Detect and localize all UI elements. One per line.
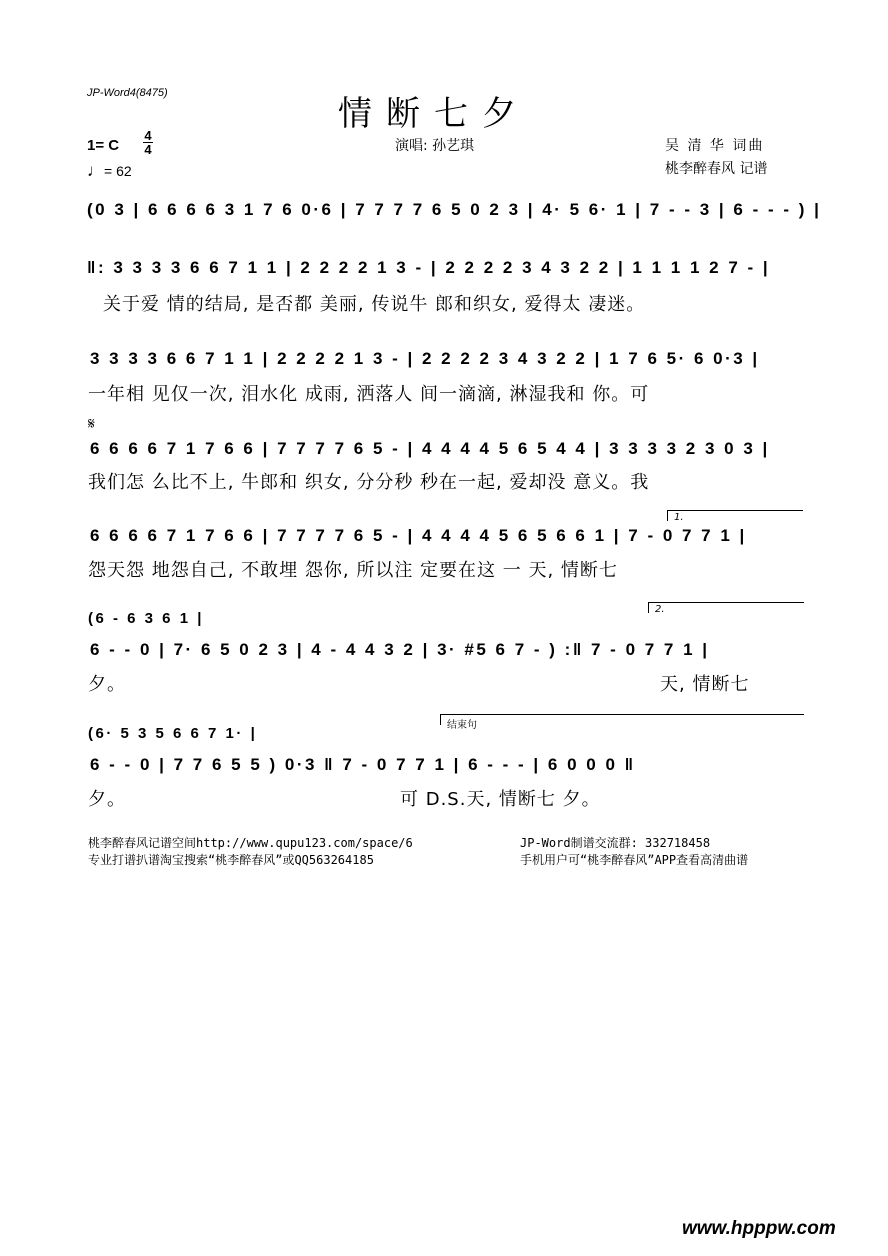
lyrics-line-6-left: 夕。 <box>88 789 126 810</box>
lyrics-line-1: 关于爱 情的结局, 是否都 美丽, 传说牛 郎和织女, 爱得太 凄迷。 <box>103 294 646 315</box>
transcriber-credit: 桃李醉春风 记谱 <box>665 161 768 177</box>
volta-bracket-1 <box>667 510 803 521</box>
volta-label-2: 2. <box>655 604 665 615</box>
score-line-1: ‖: 3 3 3 3 6 6 7 1 1 | 2 2 2 2 1 3 - | 2 2 2 2 3 4 3 2 2 | 1 1 1 1 2 7 - | <box>87 258 771 277</box>
segno-icon: 𝄋 <box>88 414 95 433</box>
score-line-intro: (0 3 | 6 6 6 6 3 1 7 6 0·6 | 7 7 7 7 6 5 0 2 3 | 4· 5 6· 1 | 7 - - 3 | 6 - - - ) | <box>87 200 822 219</box>
time-sig-bottom: 4 <box>144 142 152 157</box>
score-line-4: 6 6 6 6 7 1 7 6 6 | 7 7 7 7 6 5 - | 4 4 4 4 5 6 5 6 6 1 | 7 - 0 7 7 1 | <box>90 526 747 545</box>
time-sig-top: 4 <box>144 128 152 143</box>
song-title: 情断七夕 <box>338 94 530 134</box>
ossia-line-6: (6· 5 3 5 6 6 7 1· | <box>88 725 258 742</box>
score-line-5: 6 - - 0 | 7· 6 5 0 2 3 | 4 - 4 4 3 2 | 3· #5 6 7 - ) :‖ 7 - 0 7 7 1 | <box>90 640 710 659</box>
lyrics-line-5-left: 夕。 <box>88 674 126 695</box>
footer-left-line-2: 专业打谱扒谱淘宝搜索“桃李醉春风”或QQ563264185 <box>88 853 374 867</box>
lyrics-line-4: 怨天怨 地怨自己, 不敢埋 怨你, 所以注 定要在这 一 天, 情断七 <box>88 560 618 581</box>
ending-bracket <box>440 714 804 731</box>
software-tag: JP-Word4(8475) <box>87 87 168 99</box>
lyrics-line-5-right: 天, 情断七 <box>660 674 750 695</box>
lyricist-composer-credit: 吴 清 华 词曲 <box>665 138 765 154</box>
volta-label-1: 1. <box>674 512 684 523</box>
tempo-marking <box>87 161 132 181</box>
footer-right-line-2: 手机用户可“桃李醉春风”APP查看高清曲谱 <box>520 853 749 867</box>
score-line-3: 6 6 6 6 7 1 7 6 6 | 7 7 7 7 6 5 - | 4 4 4 4 5 6 5 4 4 | 3 3 3 3 2 3 0 3 | <box>90 439 770 458</box>
singer-credit: 演唱: 孙艺琪 <box>395 138 475 154</box>
footer-left-line-1: 桃李醉春风记谱空间http://www.qupu123.com/space/6 <box>88 836 413 850</box>
lyrics-line-2: 一年相 见仅一次, 泪水化 成雨, 洒落人 间一滴滴, 淋湿我和 你。可 <box>88 384 650 405</box>
ending-label: 结束句 <box>447 720 477 731</box>
footer-right-line-1: JP-Word制谱交流群: 332718458 <box>520 836 711 850</box>
score-line-6: 6 - - 0 | 7 7 6 5 5 ) 0·3 ‖ 7 - 0 7 7 1 | 6 - - - | 6 0 0 0 ‖ <box>90 755 636 774</box>
score-line-2: 3 3 3 3 6 6 7 1 1 | 2 2 2 2 1 3 - | 2 2 2 2 3 4 3 2 2 | 1 7 6 5· 6 0·3 | <box>90 349 760 368</box>
site-watermark: www.hpppw.com <box>682 1218 836 1239</box>
time-signature <box>143 129 153 156</box>
key-signature: 1= C <box>87 137 120 154</box>
volta-bracket-2 <box>648 602 804 613</box>
tempo-value: = 62 <box>104 163 132 179</box>
lyrics-line-3: 我们怎 么比不上, 牛郎和 织女, 分分秒 秒在一起, 爱却没 意义。我 <box>88 472 650 493</box>
quarter-note-icon: ♩ <box>87 161 104 180</box>
ossia-line-5: (6 - 6 3 6 1 | <box>88 610 204 627</box>
lyrics-line-6-right: 可 D.S.天, 情断七 夕。 <box>400 789 601 810</box>
